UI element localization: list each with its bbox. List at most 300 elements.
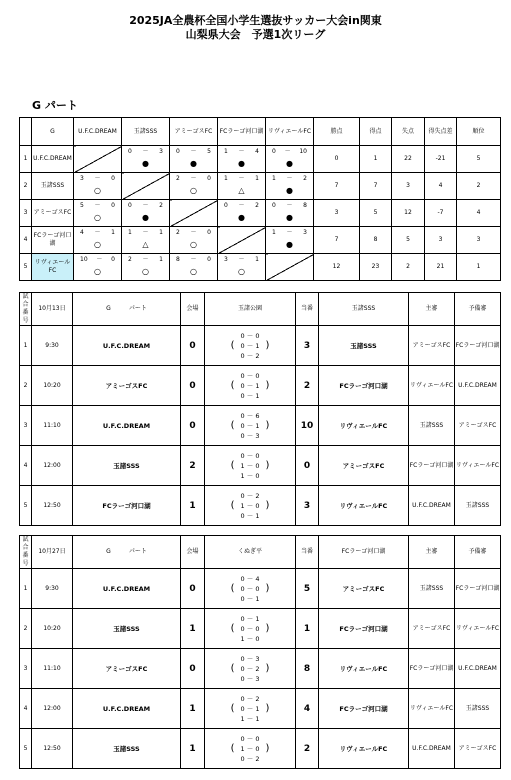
league-header-cell: 玉諸SSS: [122, 118, 170, 146]
result-mark: ○: [94, 186, 101, 195]
result-cell: [218, 200, 266, 227]
result-cell: [266, 227, 314, 254]
score-dash: －: [190, 175, 197, 182]
score-line: [218, 202, 265, 210]
score-line: [266, 202, 313, 210]
goals-for: 0: [272, 148, 276, 155]
score-line: [266, 148, 313, 156]
half-scores-wrap: [205, 411, 295, 441]
venue-name: くぬぎ平: [205, 536, 296, 569]
goals-against: 1: [255, 175, 259, 182]
half-score-list: [241, 371, 260, 401]
result-box: [122, 227, 169, 253]
stat-cell: 12: [392, 200, 425, 227]
result-box: [218, 146, 265, 172]
kickoff-time: 11:10: [32, 649, 73, 689]
result-cell: [74, 200, 122, 227]
kickoff-time: 12:50: [32, 486, 73, 526]
goals-against: 0: [207, 256, 211, 263]
open-paren: (: [230, 339, 235, 351]
away-score: 8: [296, 649, 319, 689]
half-score-list: [241, 331, 260, 361]
league-row: [20, 200, 501, 227]
score-line: [170, 148, 217, 156]
match-row: [20, 609, 501, 649]
half-score-list: [241, 654, 260, 684]
referee-team: リヴィエールFC: [409, 366, 455, 406]
result-mark: ●: [286, 159, 293, 168]
half-scores-wrap: [205, 574, 295, 604]
open-paren: (: [230, 499, 235, 511]
score-line: [170, 256, 217, 264]
half-score: 0 － 3: [240, 654, 260, 663]
score-dash: －: [238, 148, 245, 155]
result-mark: ○: [142, 267, 149, 276]
away-team: アミーゴスFC: [319, 569, 409, 609]
match-number: 1: [20, 569, 32, 609]
half-score: 0 － 0: [240, 734, 260, 743]
goals-for: 1: [272, 229, 276, 236]
half-score: 0 － 0: [240, 584, 260, 593]
goals-against: 2: [159, 202, 163, 209]
score-line: [170, 229, 217, 237]
match-number: 4: [20, 689, 32, 729]
goals-against: 2: [255, 202, 259, 209]
goals-for: 0: [224, 202, 228, 209]
score-dash: －: [94, 202, 101, 209]
half-score-list: [241, 614, 260, 644]
document-title: 2025JA全農杯全国小学生選抜サッカー大会in関東: [129, 14, 382, 27]
result-cell: [266, 146, 314, 173]
home-team: U.F.C.DREAM: [73, 689, 181, 729]
league-header-cell: 失点: [392, 118, 425, 146]
half-score: 0 － 0: [240, 624, 260, 633]
backup-referee-team: アミーゴスFC: [455, 406, 501, 446]
home-score: 0: [181, 649, 205, 689]
result-box: [170, 227, 217, 253]
backup-referee-team: 玉諸SSS: [455, 689, 501, 729]
home-team: 玉諸SSS: [73, 609, 181, 649]
home-team: 玉諸SSS: [73, 729, 181, 769]
score-dash: －: [238, 256, 245, 263]
referee-team: FCラーゴ河口湖: [409, 446, 455, 486]
home-team: U.F.C.DREAM: [73, 326, 181, 366]
half-scores-wrap: [205, 331, 295, 361]
half-score: 0 － 3: [240, 674, 260, 683]
score-line: [266, 229, 313, 237]
match-date: 10月27日: [32, 536, 73, 569]
half-scores: [205, 609, 296, 649]
result-box: [266, 200, 313, 226]
away-score: 4: [296, 689, 319, 729]
close-paren: ): [265, 742, 270, 754]
stat-cell: 0: [314, 146, 360, 173]
home-team: FCラーゴ河口湖: [73, 486, 181, 526]
league-header-row: [20, 118, 501, 146]
result-mark: ○: [190, 267, 197, 276]
open-paren: (: [230, 419, 235, 431]
open-paren: (: [230, 379, 235, 391]
half-scores: [205, 446, 296, 486]
half-scores-wrap: [205, 371, 295, 401]
score-dash: －: [94, 229, 101, 236]
score-dash: －: [142, 229, 149, 236]
backup-referee-team: リヴィエールFC: [455, 609, 501, 649]
result-box: [74, 173, 121, 199]
score-line: [122, 229, 169, 237]
goals-for: 2: [176, 229, 180, 236]
close-paren: ): [265, 582, 270, 594]
match-row: [20, 729, 501, 769]
result-box: [122, 146, 169, 172]
diagonal-cell: [122, 173, 170, 200]
open-paren: (: [230, 582, 235, 594]
close-paren: ): [265, 419, 270, 431]
half-score-list: [241, 734, 260, 764]
duty-label: 当番: [296, 536, 319, 569]
team-name: U.F.C.DREAM: [32, 146, 74, 173]
result-box: [74, 200, 121, 226]
result-mark: ○: [238, 267, 245, 276]
row-number: 3: [20, 200, 32, 227]
result-cell: [218, 254, 266, 281]
match-row: [20, 446, 501, 486]
goals-against: 4: [255, 148, 259, 155]
half-scores-wrap: [205, 451, 295, 481]
kickoff-time: 12:00: [32, 689, 73, 729]
kickoff-time: 11:10: [32, 406, 73, 446]
league-header-cell: 順位: [457, 118, 501, 146]
goals-against: 10: [299, 148, 307, 155]
open-paren: (: [230, 459, 235, 471]
result-cell: [122, 254, 170, 281]
row-number: 4: [20, 227, 32, 254]
score-line: [74, 202, 121, 210]
close-paren: ): [265, 662, 270, 674]
open-paren: (: [230, 662, 235, 674]
home-score: 0: [181, 366, 205, 406]
league-row: [20, 173, 501, 200]
kickoff-time: 9:30: [32, 569, 73, 609]
half-score: 0 － 0: [240, 451, 260, 460]
result-box: [122, 200, 169, 226]
result-mark: ○: [190, 240, 197, 249]
diagonal-cell: [170, 200, 218, 227]
result-mark: ●: [142, 159, 149, 168]
stat-cell: -7: [425, 200, 457, 227]
goals-for: 0: [128, 148, 132, 155]
kickoff-time: 10:20: [32, 366, 73, 406]
result-cell: [74, 227, 122, 254]
result-mark: ○: [94, 240, 101, 249]
goals-against: 1: [255, 256, 259, 263]
home-score: 1: [181, 729, 205, 769]
stat-cell: 23: [360, 254, 392, 281]
schedule-table-2: [19, 535, 501, 769]
result-mark: ●: [286, 186, 293, 195]
backup-referee-label: 予備審: [455, 293, 501, 326]
team-name: リヴィエールFC: [32, 254, 74, 281]
match-number: 3: [20, 649, 32, 689]
result-box: [218, 173, 265, 199]
half-score-list: [241, 574, 260, 604]
away-team: リヴィエールFC: [319, 486, 409, 526]
close-paren: ): [265, 702, 270, 714]
result-cell: [74, 254, 122, 281]
stat-cell: 1: [457, 254, 501, 281]
duty-label: 当番: [296, 293, 319, 326]
score-line: [266, 175, 313, 183]
backup-referee-team: リヴィエールFC: [455, 446, 501, 486]
score-dash: －: [190, 229, 197, 236]
score-dash: －: [96, 256, 103, 263]
half-score: 1 － 0: [240, 744, 260, 753]
result-cell: [170, 227, 218, 254]
away-score: 1: [296, 609, 319, 649]
goals-against: 1: [111, 229, 115, 236]
close-paren: ): [265, 499, 270, 511]
score-dash: －: [286, 175, 293, 182]
league-header-cell: 得点: [360, 118, 392, 146]
home-team: アミーゴスFC: [73, 366, 181, 406]
away-team: リヴィエールFC: [319, 406, 409, 446]
result-mark: ●: [190, 159, 197, 168]
home-score: 2: [181, 446, 205, 486]
match-row: [20, 406, 501, 446]
kickoff-time: 12:00: [32, 446, 73, 486]
result-box: [218, 200, 265, 226]
goals-against: 0: [207, 175, 211, 182]
result-cell: [266, 200, 314, 227]
goals-for: 3: [224, 256, 228, 263]
score-dash: －: [238, 202, 245, 209]
backup-referee-team: FCラーゴ河口湖: [455, 569, 501, 609]
away-team: FCラーゴ河口湖: [319, 609, 409, 649]
referee-team: 玉諸SSS: [409, 406, 455, 446]
half-score: 0 － 2: [240, 754, 260, 763]
kickoff-time: 10:20: [32, 609, 73, 649]
result-cell: [170, 173, 218, 200]
match-row: [20, 649, 501, 689]
result-cell: [170, 146, 218, 173]
result-cell: [74, 173, 122, 200]
half-score-list: [241, 451, 260, 481]
half-scores: [205, 569, 296, 609]
score-line: [74, 229, 121, 237]
league-header-cell: U.F.C.DREAM: [74, 118, 122, 146]
stat-cell: 5: [457, 146, 501, 173]
half-score-list: [241, 694, 260, 724]
half-scores: [205, 326, 296, 366]
score-dash: －: [286, 229, 293, 236]
stat-cell: 5: [392, 227, 425, 254]
goals-against: 1: [159, 256, 163, 263]
goals-for: 0: [128, 202, 132, 209]
away-team: FCラーゴ河口湖: [319, 366, 409, 406]
half-scores-wrap: [205, 654, 295, 684]
half-score: 1 － 0: [240, 634, 260, 643]
stat-cell: 12: [314, 254, 360, 281]
goals-for: 1: [224, 175, 228, 182]
half-scores: [205, 729, 296, 769]
goals-against: 0: [111, 175, 115, 182]
stat-cell: 3: [314, 200, 360, 227]
goals-for: 1: [272, 175, 276, 182]
diagonal-cell: [218, 227, 266, 254]
open-paren: (: [230, 622, 235, 634]
score-dash: －: [238, 175, 245, 182]
half-scores-wrap: [205, 614, 295, 644]
home-score: 0: [181, 326, 205, 366]
half-score: 0 － 2: [240, 351, 260, 360]
backup-referee-team: 玉諸SSS: [455, 486, 501, 526]
part-label: G パート: [73, 293, 181, 326]
half-scores-wrap: [205, 694, 295, 724]
backup-referee-team: アミーゴスFC: [455, 729, 501, 769]
half-scores-wrap: [205, 491, 295, 521]
half-score: 1 － 0: [240, 461, 260, 470]
half-scores: [205, 649, 296, 689]
home-score: 0: [181, 406, 205, 446]
stat-cell: 7: [314, 227, 360, 254]
result-mark: ○: [94, 267, 101, 276]
home-team: U.F.C.DREAM: [73, 406, 181, 446]
score-line: [122, 256, 169, 264]
match-number-label: 試合番号: [20, 536, 32, 569]
venue-label: 会場: [181, 536, 205, 569]
result-box: [170, 254, 217, 280]
half-scores: [205, 406, 296, 446]
backup-referee-team: FCラーゴ河口湖: [455, 326, 501, 366]
home-team: 玉諸SSS: [73, 446, 181, 486]
stat-cell: 4: [457, 200, 501, 227]
stat-cell: 8: [360, 227, 392, 254]
result-cell: [218, 146, 266, 173]
corner-cell: [20, 118, 32, 146]
result-mark: ●: [286, 240, 293, 249]
diagonal-cell: [266, 254, 314, 281]
goals-against: 8: [303, 202, 307, 209]
stat-cell: 22: [392, 146, 425, 173]
row-number: 1: [20, 146, 32, 173]
match-number: 1: [20, 326, 32, 366]
league-header-cell: G: [32, 118, 74, 146]
backup-referee-label: 予備審: [455, 536, 501, 569]
goals-against: 0: [111, 202, 115, 209]
score-dash: －: [286, 202, 293, 209]
goals-against: 0: [111, 256, 115, 263]
part-label: G パート: [73, 536, 181, 569]
half-score: 0 － 0: [240, 331, 260, 340]
stat-cell: 1: [360, 146, 392, 173]
group-label: G パート: [32, 99, 78, 112]
result-mark: ○: [190, 186, 197, 195]
referee-team: U.F.C.DREAM: [409, 729, 455, 769]
goals-for: 2: [128, 256, 132, 263]
result-cell: [170, 254, 218, 281]
close-paren: ): [265, 379, 270, 391]
result-cell: [218, 173, 266, 200]
referee-team: アミーゴスFC: [409, 326, 455, 366]
half-score: 0 － 1: [240, 421, 260, 430]
result-box: [218, 254, 265, 280]
kickoff-time: 12:50: [32, 729, 73, 769]
result-box: [170, 173, 217, 199]
score-dash: －: [284, 148, 291, 155]
away-score: 3: [296, 326, 319, 366]
half-score: 1 － 0: [240, 471, 260, 480]
referee-team: FCラーゴ河口湖: [409, 649, 455, 689]
away-score: 2: [296, 729, 319, 769]
schedule-header-row: [20, 293, 501, 326]
half-score: 0 － 3: [240, 431, 260, 440]
league-header-cell: 得失点差: [425, 118, 457, 146]
half-score: 0 － 0: [240, 371, 260, 380]
half-score: 0 － 2: [240, 694, 260, 703]
match-number: 2: [20, 366, 32, 406]
score-dash: －: [142, 256, 149, 263]
result-box: [122, 254, 169, 280]
half-score: 0 － 1: [240, 391, 260, 400]
goals-against: 2: [303, 175, 307, 182]
home-team: U.F.C.DREAM: [73, 569, 181, 609]
close-paren: ): [265, 622, 270, 634]
result-box: [74, 227, 121, 253]
score-dash: －: [190, 256, 197, 263]
home-score: 1: [181, 486, 205, 526]
away-team: リヴィエールFC: [319, 729, 409, 769]
stat-cell: 3: [457, 227, 501, 254]
stat-cell: 7: [314, 173, 360, 200]
schedule-table-1: [19, 292, 501, 526]
match-number: 5: [20, 486, 32, 526]
goals-against: 1: [159, 229, 163, 236]
result-mark: ○: [94, 213, 101, 222]
result-cell: [122, 146, 170, 173]
score-dash: －: [142, 148, 149, 155]
score-dash: －: [94, 175, 101, 182]
result-box: [266, 146, 313, 172]
result-cell: [122, 200, 170, 227]
home-score: 1: [181, 609, 205, 649]
kickoff-time: 9:30: [32, 326, 73, 366]
goals-for: 2: [176, 175, 180, 182]
league-header-cell: 勝点: [314, 118, 360, 146]
league-header-cell: リヴィエールFC: [266, 118, 314, 146]
goals-for: 1: [224, 148, 228, 155]
half-score: 0 － 2: [240, 491, 260, 500]
score-line: [122, 202, 169, 210]
away-team: FCラーゴ河口湖: [319, 689, 409, 729]
match-row: [20, 486, 501, 526]
stat-cell: 3: [425, 227, 457, 254]
match-number: 4: [20, 446, 32, 486]
result-mark: △: [238, 186, 245, 195]
match-row: [20, 569, 501, 609]
diagonal-cell: [74, 146, 122, 173]
result-cell: [122, 227, 170, 254]
league-row: [20, 146, 501, 173]
half-score: 0 － 1: [240, 511, 260, 520]
away-score: 0: [296, 446, 319, 486]
team-name: 玉諸SSS: [32, 173, 74, 200]
away-score: 3: [296, 486, 319, 526]
row-number: 2: [20, 173, 32, 200]
venue-name: 玉諸公園: [205, 293, 296, 326]
backup-referee-team: U.F.C.DREAM: [455, 366, 501, 406]
stat-cell: 3: [392, 173, 425, 200]
result-mark: △: [142, 240, 149, 249]
